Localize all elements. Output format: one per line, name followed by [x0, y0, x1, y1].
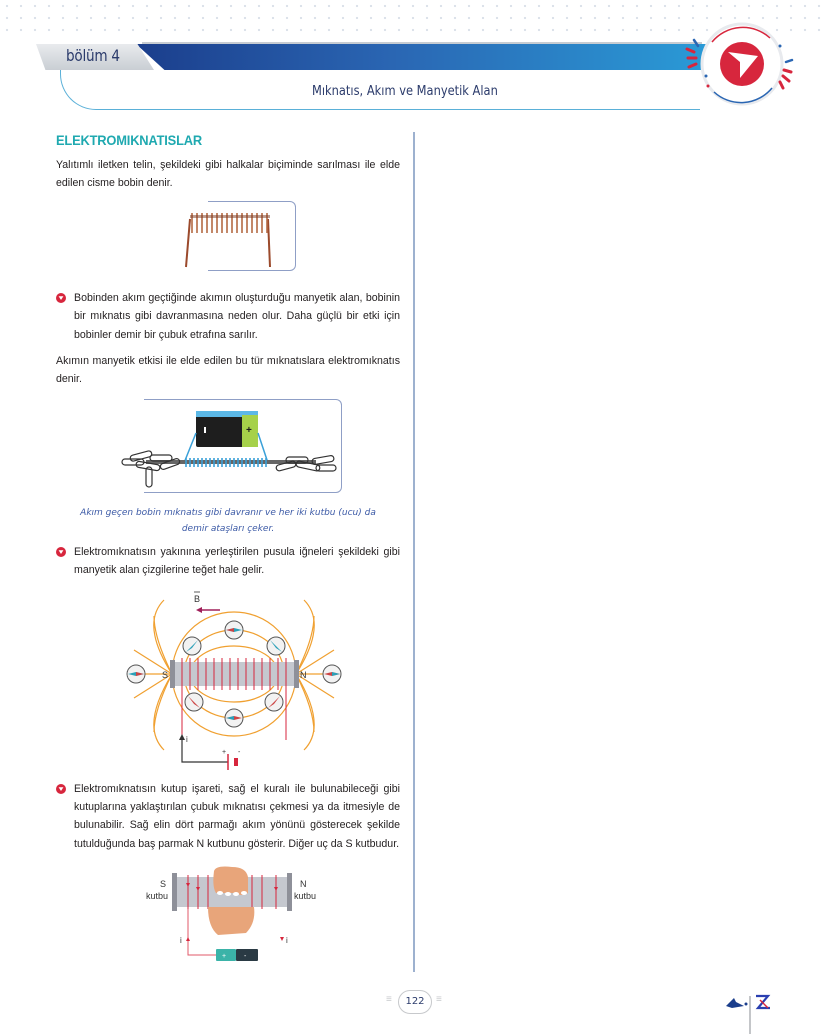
svg-text:S: S — [160, 879, 167, 890]
svg-text:N: N — [300, 669, 307, 680]
svg-text:B: B — [194, 593, 201, 604]
bullet-text: Elektromıknatısın yakınına yerleştirilen pusula iğneleri şekildeki gibi manyetik alan çizgilerine teğet hale gelir. — [74, 545, 400, 577]
figure-caption-line2: demir ataşları çeker. — [181, 523, 275, 534]
figure-caption-line1: Akım geçen bobin mıknatıs gibi davranır ve her iki kutbu (ucu) da — [80, 507, 376, 518]
svg-text:i: i — [186, 734, 188, 744]
right-hand-coil-image — [136, 863, 336, 963]
svg-text:+: + — [222, 748, 227, 756]
battery-electromagnet-figure — [116, 399, 356, 499]
definition-paragraph: Akımın manyetik etkisi ile elde edilen bu tür mıknatıslara elektromıknatıs denir. — [56, 355, 400, 386]
copper-coil-image — [182, 205, 282, 271]
svg-text:i: i — [180, 936, 182, 946]
bullet-item — [56, 289, 400, 344]
red-triangle-play-icon — [684, 16, 794, 112]
chapter-label: bölüm 4 — [66, 46, 120, 65]
svg-text:+: + — [246, 424, 252, 436]
svg-text:kutbu: kutbu — [146, 891, 169, 902]
coil-figure — [168, 201, 328, 277]
red-bullet-icon — [56, 784, 66, 794]
page-number: 122 — [398, 990, 432, 1014]
bird-logo-icon — [726, 998, 744, 1008]
intro-paragraph: Yalıtımlı iletken telin, şekildeki gibi halkalar biçiminde sarılması ile elde edilen cisme bobin denir. — [56, 159, 400, 190]
svg-text:i: i — [286, 936, 288, 946]
red-bullet-icon — [56, 293, 66, 303]
column-divider — [413, 132, 415, 972]
publisher-logo — [724, 990, 784, 1034]
page-number-rays-right: ≡ — [436, 994, 442, 1005]
svg-text:-: - — [244, 953, 247, 961]
bullet-item — [56, 780, 400, 854]
svg-text:kutbu: kutbu — [294, 891, 317, 902]
unit-title: Mıknatıs, Akım ve Manyetik Alan — [312, 84, 498, 99]
page-header — [0, 0, 828, 120]
right-hand-rule-figure — [136, 863, 336, 963]
section-title: ELEKTROMIKNATISLAR — [56, 132, 202, 148]
bullet-text: Bobinden akım geçtiğinde akımın oluşturduğu manyetik alan, bobinin bir mıknatıs gibi davranmasına neden olur. Daha güçlü bir etki için bobinler demir bir çubuk etrafına sarılır. — [74, 291, 400, 341]
magnetic-field-diagram — [124, 590, 344, 776]
svg-text:-: - — [238, 748, 241, 756]
bullet-text: Elektromıknatısın kutup işareti, sağ el kuralı ile bulunabileceği gibi kutuplarına yaklaştırılan çubuk mıknatısı çekmesi ya da itmesiyle de bulunabilir. Sağ elin dört parmağı akım yönünü gösterecek şekilde tutulduğunda baş parmak N kutbunu gösterir. Diğer uç da S kutbudur. — [74, 782, 400, 850]
red-bullet-icon — [56, 547, 66, 557]
svg-text:S: S — [162, 669, 169, 680]
bullet-item — [56, 543, 400, 580]
svg-text:+: + — [222, 953, 227, 961]
svg-text:N: N — [300, 879, 307, 890]
page-number-rays-left: ≡ — [386, 994, 392, 1005]
left-column — [56, 130, 400, 963]
field-lines-diagram — [124, 590, 344, 776]
header-blue-band — [136, 44, 706, 70]
battery-paperclips-image — [116, 403, 356, 493]
